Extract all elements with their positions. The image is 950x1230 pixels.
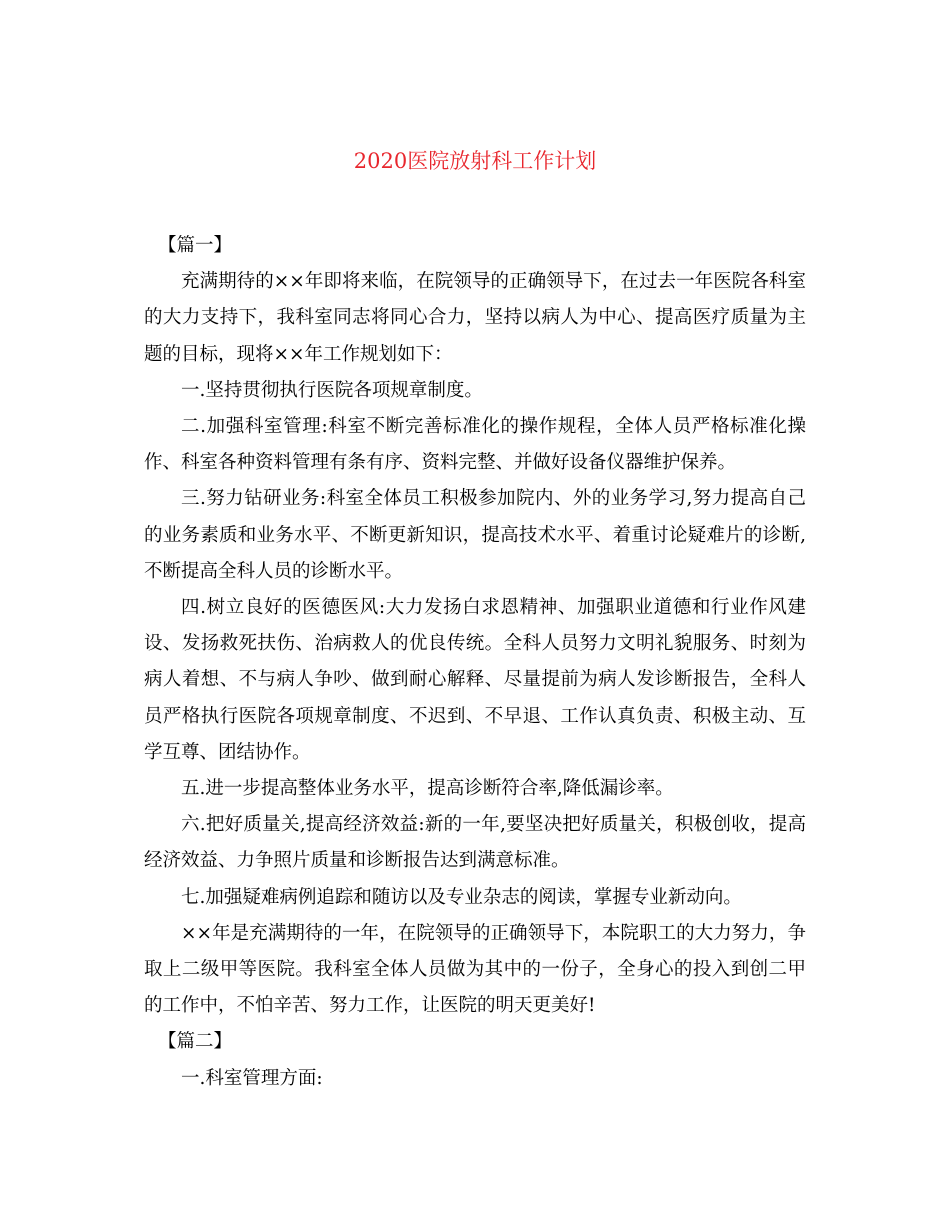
section-heading-1: 【篇一】 — [158, 235, 233, 256]
document-title: 2020医院放射科工作计划 — [353, 149, 597, 173]
closing-paragraph: ××年是充满期待的一年，在院领导的正确领导下，本院职工的大力努力，争取上二级甲等医院。我科室全体人员做为其中的一份子，全身心的投入到创二甲的工作中，不怕辛苦、努力工作，让医院的明天更美好! — [144, 922, 806, 1017]
section-heading-2: 【篇二】 — [158, 1031, 233, 1053]
plan-item-2: 二.加强科室管理:科室不断完善标准化的操作规程，全体人员严格标准化操作、科室各种资料管理有条有序、资料完整、并做好设备仪器维护保养。 — [144, 416, 806, 474]
plan-item-7: 七.加强疑难病例追踪和随访以及专业杂志的阅读，掌握专业新动向。 — [181, 886, 742, 908]
plan-item-1: 一.坚持贯彻执行医院各项规章制度。 — [181, 379, 483, 401]
plan-item-4: 四.树立良好的医德医风:大力发扬白求恩精神、加强职业道德和行业作风建设、发扬救死扶伤、治病救人的优良传统。全科人员努力文明礼貌服务、时刻为病人着想、不与病人争吵、做到耐心解释、尽量提前为病人发诊断报告，全科人员严格执行医院各项规章制度、不迟到、不早退、工作认真负责、积极主动、互学互尊、团结协作。 — [144, 597, 806, 763]
intro-paragraph: 充满期待的××年即将来临，在院领导的正确领导下，在过去一年医院各科室的大力支持下，我科室同志将同心合力，坚持以病人为中心、提高医疗质量为主题的目标，现将××年工作规划如下： — [144, 271, 806, 365]
section-2-item-1: 一.科室管理方面: — [181, 1067, 323, 1089]
plan-item-3: 三.努力钻研业务:科室全体员工积极参加院内、外的业务学习,努力提高自己的业务素质和业务水平、不断更新知识，提高技术水平、着重讨论疑难片的诊断,不断提高全科人员的诊断水平。 — [144, 488, 806, 582]
plan-item-5: 五.进一步提高整体业务水平，提高诊断符合率,降低漏诊率。 — [181, 778, 674, 800]
plan-item-6: 六.把好质量关,提高经济效益:新的一年,要坚决把好质量关，积极创收，提高经济效益、力争照片质量和诊断报告达到满意标准。 — [144, 814, 806, 872]
document-body — [144, 228, 806, 1097]
